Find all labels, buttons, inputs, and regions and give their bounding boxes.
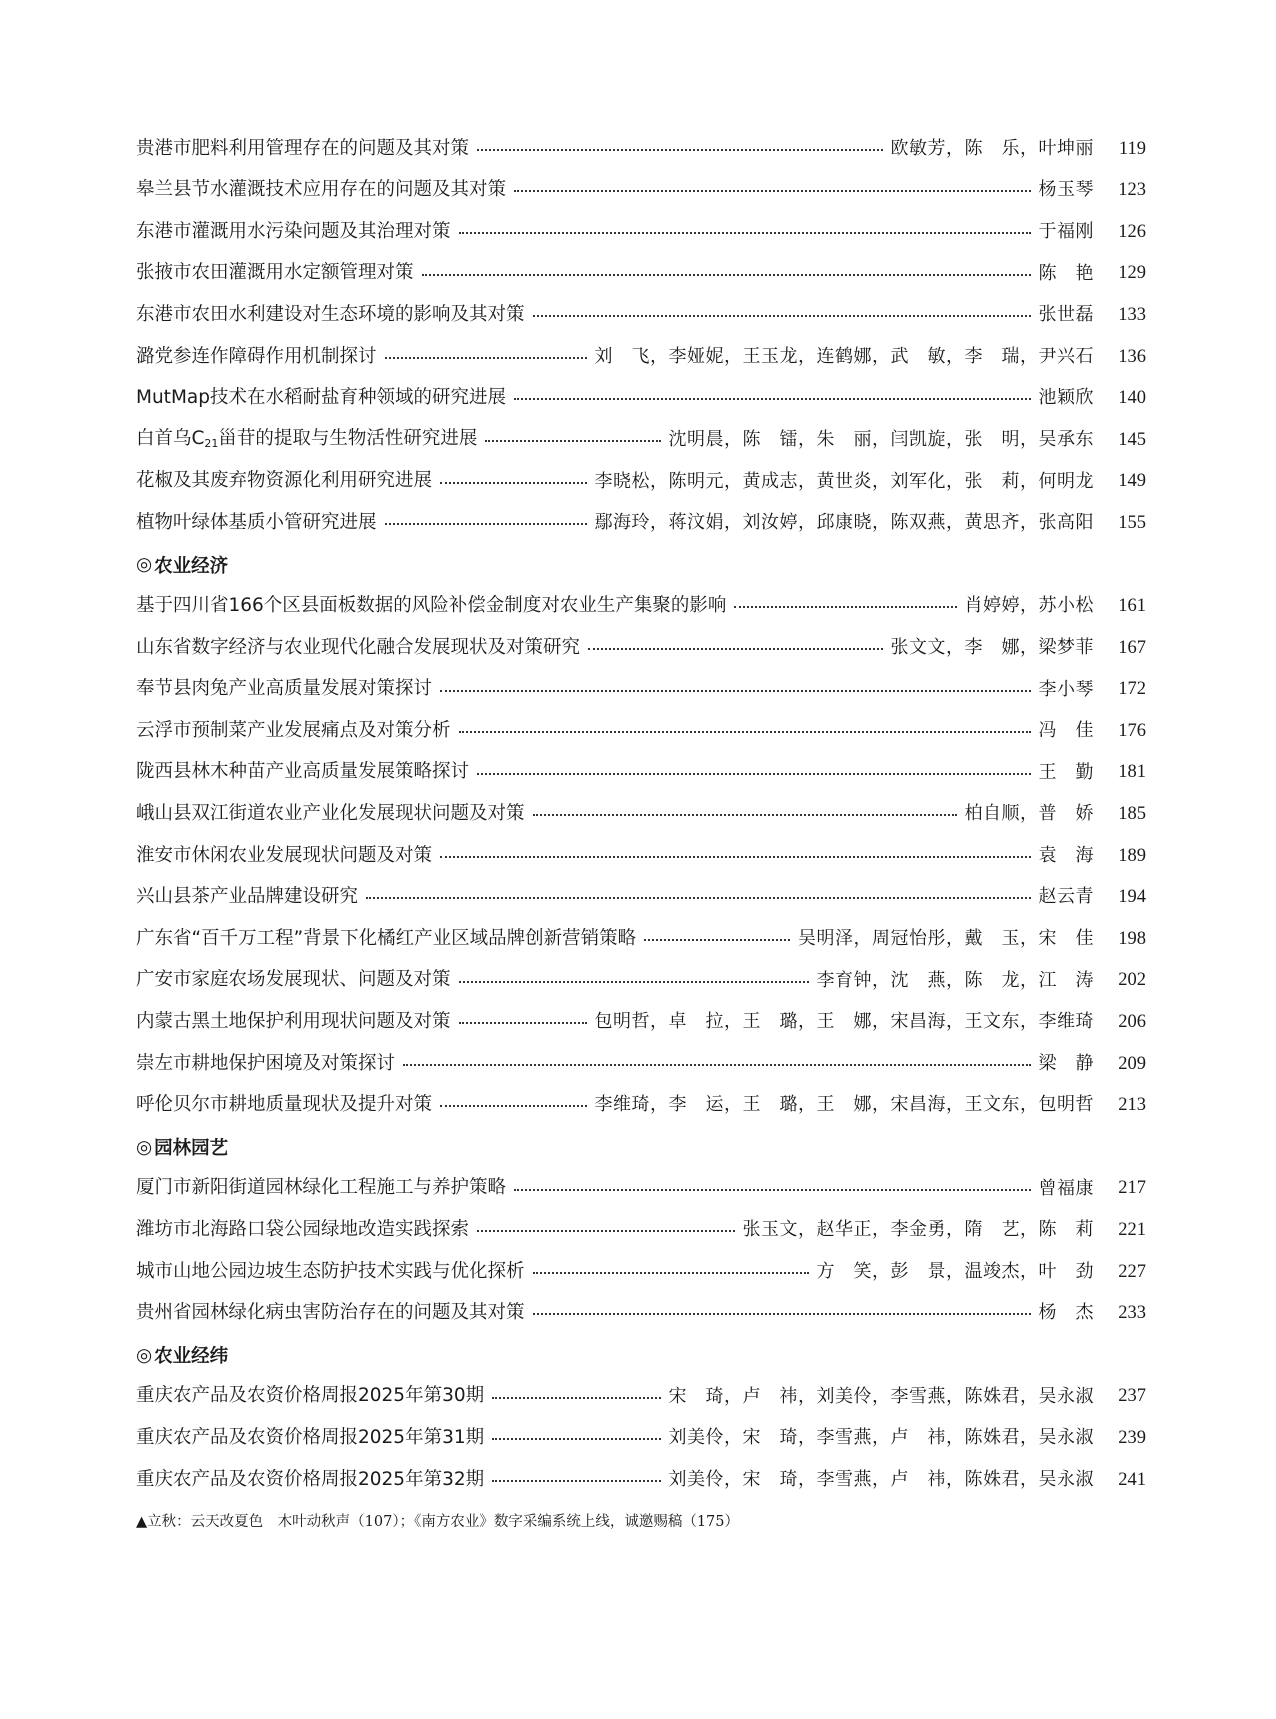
entry-authors: 吴明泽，周冠怡彤，戴 玉，宋 佳: [798, 928, 1094, 950]
entry-page: 239: [1118, 1427, 1146, 1448]
entry-page: 181: [1118, 762, 1146, 783]
toc-group-3: [136, 1168, 1146, 1334]
entry-authors: 赵云青: [1038, 886, 1094, 908]
dot-leader: [533, 806, 957, 816]
dot-leader: [514, 182, 1030, 192]
entry-title: 云浮市预制菜产业发展痛点及对策分析: [136, 719, 451, 741]
entry-page: 227: [1118, 1261, 1146, 1282]
toc-entry[interactable]: [136, 835, 1146, 877]
toc-entry[interactable]: [136, 1085, 1146, 1127]
entry-authors: 刘 飞，李娅妮，王玉龙，连鹤娜，武 敏，李 瑞，尹兴石: [594, 345, 1094, 367]
toc-entry[interactable]: [136, 336, 1146, 378]
dot-leader: [477, 1222, 734, 1232]
entry-authors: 曾福康: [1038, 1177, 1094, 1199]
entry-title: 重庆农产品及农资价格周报2025年第32期: [136, 1468, 485, 1490]
dot-leader: [514, 1181, 1030, 1191]
toc-entry[interactable]: [136, 253, 1146, 295]
toc-entry[interactable]: [136, 960, 1146, 1002]
dot-leader: [459, 224, 1031, 234]
entry-title: 东港市农田水利建设对生态环境的影响及其对策: [136, 303, 525, 325]
entry-page: 189: [1118, 845, 1146, 866]
toc-entry[interactable]: [136, 752, 1146, 794]
entry-title: 呼伦贝尔市耕地质量现状及提升对策: [136, 1094, 433, 1116]
toc-entry[interactable]: [136, 294, 1146, 336]
dot-leader: [492, 1389, 660, 1399]
entry-authors: 梁 静: [1038, 1052, 1094, 1074]
entry-title: 重庆农产品及农资价格周报2025年第30期: [136, 1385, 485, 1407]
entry-authors: 肖婷婷，苏小松: [964, 595, 1094, 617]
dot-leader: [644, 931, 790, 941]
entry-authors: 包明哲，卓 拉，王 璐，王 娜，宋昌海，王文东，李维琦: [594, 1011, 1094, 1033]
entry-authors: 方 笑，彭 景，温竣杰，叶 劲: [816, 1260, 1094, 1282]
dot-leader: [366, 889, 1030, 899]
entry-page: 161: [1118, 596, 1146, 617]
entry-authors: 李小琴: [1038, 678, 1094, 700]
toc-entry[interactable]: [136, 211, 1146, 253]
toc-entry[interactable]: [136, 1417, 1146, 1459]
section-heading-landscape-horticulture: [136, 1126, 1146, 1168]
dot-leader: [440, 682, 1030, 692]
section-heading-agri-overview: [136, 1334, 1146, 1376]
dot-leader: [533, 1264, 809, 1274]
entry-page: 233: [1118, 1303, 1146, 1324]
entry-title: 淮安市休闲农业发展现状问题及对策: [136, 844, 433, 866]
section-title: 农业经济: [154, 555, 229, 577]
entry-title: 峨山县双江街道农业产业化发展现状问题及对策: [136, 803, 525, 825]
section-mark-icon: ◎: [136, 1136, 153, 1158]
toc-entry[interactable]: [136, 461, 1146, 503]
entry-title: MutMap技术在水稻耐盐育种领域的研究进展: [136, 387, 506, 409]
toc-entry[interactable]: [136, 502, 1146, 544]
entry-title: 城市山地公园边坡生态防护技术实践与优化探析: [136, 1260, 525, 1282]
dot-leader: [477, 141, 882, 151]
entry-page: 123: [1118, 180, 1146, 201]
entry-page: 155: [1118, 512, 1146, 533]
entry-authors: 陈 艳: [1038, 262, 1094, 284]
entry-authors: 欧敏芳，陈 乐，叶坤丽: [890, 137, 1094, 159]
toc-entry[interactable]: [136, 1459, 1146, 1501]
section-mark-icon: ◎: [136, 554, 153, 576]
toc-entry[interactable]: [136, 128, 1146, 170]
entry-authors: 沈明晨，陈 镭，朱 丽，闫凯旋，张 明，吴承东: [668, 428, 1094, 450]
entry-title: 广安市家庭农场发展现状、问题及对策: [136, 969, 451, 991]
section-mark-icon: ◎: [136, 1344, 153, 1366]
entry-title: 奉节县肉兔产业高质量发展对策探讨: [136, 678, 433, 700]
entry-title-subscript: 21: [204, 437, 219, 451]
entry-page: 129: [1118, 263, 1146, 284]
dot-leader: [588, 640, 882, 650]
entry-page: 133: [1118, 304, 1146, 325]
entry-authors: 张文文，李 娜，梁梦菲: [890, 636, 1094, 658]
entry-title-part: 白首乌C: [136, 428, 205, 450]
dot-leader: [459, 723, 1031, 733]
entry-authors: 宋 琦，卢 祎，刘美伶，李雪燕，陈姝君，吴永淑: [668, 1385, 1094, 1407]
entry-title: 兴山县茶产业品牌建设研究: [136, 886, 359, 908]
entry-page: 209: [1118, 1053, 1146, 1074]
toc-group-4: [136, 1376, 1146, 1501]
section-title: 农业经纬: [154, 1346, 229, 1368]
dot-leader: [533, 1305, 1031, 1315]
toc-group-1: [136, 128, 1146, 544]
entry-page: 206: [1118, 1012, 1146, 1033]
entry-title: 厦门市新阳街道园林绿化工程施工与养护策略: [136, 1177, 507, 1199]
entry-authors: 于福刚: [1038, 220, 1094, 242]
toc-entry[interactable]: [136, 1293, 1146, 1335]
toc-entry[interactable]: [136, 1001, 1146, 1043]
dot-leader: [459, 973, 809, 983]
entry-authors: 李晓松，陈明元，黄成志，黄世炎，刘军化，张 莉，何明龙: [594, 470, 1094, 492]
toc-entry[interactable]: [136, 1043, 1146, 1085]
toc-entry[interactable]: [136, 918, 1146, 960]
toc-entry[interactable]: [136, 710, 1146, 752]
toc-entry[interactable]: [136, 586, 1146, 628]
dot-leader: [385, 515, 587, 525]
entry-title-part: 甾苷的提取与生物活性研究进展: [218, 428, 478, 450]
dot-leader: [477, 765, 1030, 775]
entry-page: 194: [1118, 887, 1146, 908]
dot-leader: [492, 1430, 660, 1440]
entry-title: 植物叶绿体基质小管研究进展: [136, 511, 377, 533]
entry-title: 东港市灌溉用水污染问题及其治理对策: [136, 220, 451, 242]
entry-authors: 刘美伶，宋 琦，李雪燕，卢 祎，陈姝君，吴永淑: [668, 1427, 1094, 1449]
dot-leader: [459, 1014, 587, 1024]
entry-authors: 冯 佳: [1038, 720, 1094, 742]
entry-title: 山东省数字经济与农业现代化融合发展现状及对策研究: [136, 636, 581, 658]
toc-entry[interactable]: [136, 378, 1146, 420]
entry-page: 172: [1118, 679, 1146, 700]
entry-page: 241: [1118, 1469, 1146, 1490]
toc-entry[interactable]: [136, 1251, 1146, 1293]
entry-authors: 李维琦，李 运，王 璐，王 娜，宋昌海，王文东，包明哲: [594, 1094, 1094, 1116]
dot-leader: [734, 598, 956, 608]
entry-title: 崇左市耕地保护困境及对策探讨: [136, 1052, 396, 1074]
entry-page: 136: [1118, 346, 1146, 367]
entry-authors: 刘美伶，宋 琦，李雪燕，卢 祎，陈姝君，吴永淑: [668, 1468, 1094, 1490]
entry-title: 内蒙古黑土地保护利用现状问题及对策: [136, 1011, 451, 1033]
section-title: 园林园艺: [154, 1138, 229, 1160]
entry-authors: 李育钟，沈 燕，陈 龙，江 涛: [816, 969, 1094, 991]
toc-entry[interactable]: [136, 877, 1146, 919]
dot-leader: [403, 1056, 1030, 1066]
entry-page: 217: [1118, 1178, 1146, 1199]
toc-entry[interactable]: [136, 1168, 1146, 1210]
dot-leader: [533, 307, 1031, 317]
entry-authors: 池颖欣: [1038, 387, 1094, 409]
table-of-contents: [136, 128, 1146, 1501]
entry-page: 185: [1118, 804, 1146, 825]
entry-authors: 张世磊: [1038, 304, 1094, 326]
entry-page: 126: [1118, 221, 1146, 242]
dot-leader: [492, 1472, 660, 1482]
entry-page: 119: [1118, 138, 1146, 159]
entry-title: 广东省“百千万工程”背景下化橘红产业区域品牌创新营销策略: [136, 927, 637, 949]
dot-leader: [440, 848, 1030, 858]
dot-leader: [514, 390, 1031, 400]
entry-page: 213: [1118, 1095, 1146, 1116]
entry-title: [136, 430, 477, 449]
entry-page: 176: [1118, 720, 1146, 741]
entry-page: 145: [1118, 429, 1146, 450]
entry-authors: 张玉文，赵华正，李金勇，隋 艺，陈 莉: [742, 1219, 1094, 1241]
entry-authors: 柏自顺，普 娇: [964, 803, 1094, 825]
section-heading-agri-economy: [136, 544, 1146, 586]
entry-title: 贵港市肥料利用管理存在的问题及其对策: [136, 137, 470, 159]
entry-page: 237: [1118, 1386, 1146, 1407]
entry-authors: 鄢海玲，蒋汶娟，刘汝婷，邱康晓，陈双燕，黄思齐，张高阳: [594, 512, 1094, 534]
entry-authors: 杨 杰: [1038, 1302, 1094, 1324]
dot-leader: [485, 432, 660, 442]
toc-entry[interactable]: [136, 1209, 1146, 1251]
entry-authors: 杨玉琴: [1038, 179, 1094, 201]
dot-leader: [422, 266, 1031, 276]
entry-title: 花椒及其废弃物资源化利用研究进展: [136, 470, 433, 492]
toc-entry[interactable]: [136, 627, 1146, 669]
entry-page: 140: [1118, 388, 1146, 409]
entry-title: 张掖市农田灌溉用水定额管理对策: [136, 262, 414, 284]
footnote: ▲立秋：云天改夏色 木叶动秋声（107）；《南方农业》数字采编系统上线，诚邀赐稿（175）: [136, 1514, 739, 1530]
entry-page: 167: [1118, 637, 1146, 658]
toc-entry[interactable]: [136, 669, 1146, 711]
toc-entry[interactable]: [136, 1376, 1146, 1418]
entry-title: 潍坊市北海路口袋公园绿地改造实践探索: [136, 1218, 470, 1240]
entry-page: 221: [1118, 1219, 1146, 1240]
entry-title: 潞党参连作障碍作用机制探讨: [136, 345, 377, 367]
entry-page: 198: [1118, 928, 1146, 949]
entry-title: 皋兰县节水灌溉技术应用存在的问题及其对策: [136, 179, 507, 201]
entry-title: 贵州省园林绿化病虫害防治存在的问题及其对策: [136, 1302, 525, 1324]
dot-leader: [440, 1097, 586, 1107]
entry-page: 202: [1118, 970, 1146, 991]
toc-group-2: [136, 586, 1146, 1127]
entry-authors: 王 勤: [1038, 761, 1094, 783]
toc-entry[interactable]: [136, 419, 1146, 461]
toc-entry[interactable]: [136, 170, 1146, 212]
entry-title: 重庆农产品及农资价格周报2025年第31期: [136, 1426, 485, 1448]
toc-entry[interactable]: [136, 794, 1146, 836]
entry-title: 基于四川省166个区县面板数据的风险补偿金制度对农业生产集聚的影响: [136, 595, 727, 617]
entry-title: 陇西县林木种苗产业高质量发展策略探讨: [136, 761, 470, 783]
entry-page: 149: [1118, 471, 1146, 492]
dot-leader: [440, 474, 586, 484]
dot-leader: [385, 349, 587, 359]
entry-authors: 袁 海: [1038, 844, 1094, 866]
